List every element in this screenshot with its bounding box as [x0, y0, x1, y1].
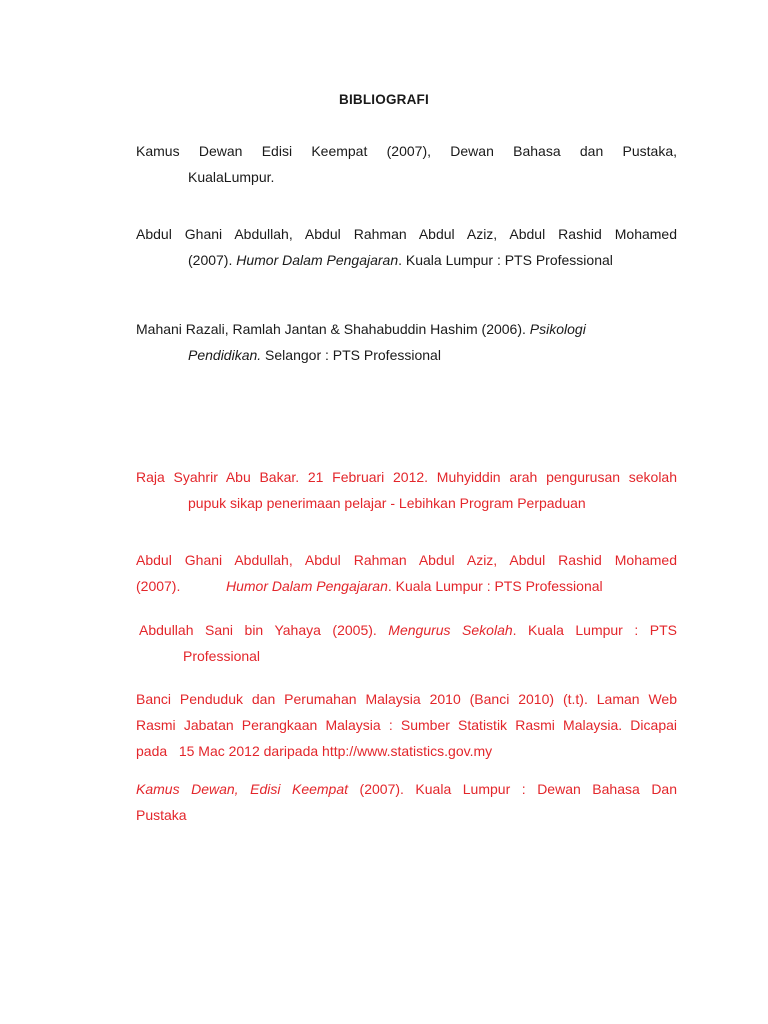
bibliography-entry [136, 776, 677, 828]
entry-line: Kamus Dewan, Edisi Keempat (2007). Kuala Lumpur : Dewan Bahasa Dan [136, 781, 677, 797]
entry-line: Rasmi Jabatan Perangkaan Malaysia : Sumber Statistik Rasmi Malaysia. Dicapai [136, 717, 677, 733]
book-title: Kamus Dewan, Edisi Keempat [136, 781, 349, 797]
bibliography-entry [136, 464, 677, 516]
entry-line: Professional [183, 648, 261, 664]
book-title: Pendidikan. [188, 347, 262, 363]
bibliography-entry [136, 138, 677, 190]
entry-line: Pendidikan. Selangor : PTS Professional [188, 347, 441, 363]
book-title: Humor Dalam Pengajaran [236, 252, 399, 268]
entry-line: Raja Syahrir Abu Bakar. 21 Februari 2012. Muhyiddin arah pengurusan sekolah [136, 469, 677, 485]
entry-line: Abdul Ghani Abdullah, Abdul Rahman Abdul Aziz, Abdul Rashid Mohamed [136, 552, 677, 568]
entry-line: Abdullah Sani bin Yahaya (2005). Mengurus Sekolah. Kuala Lumpur : PTS [139, 622, 677, 638]
book-title: Mengurus Sekolah [388, 622, 513, 638]
page-title: BIBLIOGRAFI [339, 92, 429, 107]
bibliography-entry [139, 617, 677, 669]
bibliography-entry [136, 547, 677, 599]
bibliography-entry [136, 316, 677, 368]
entry-line: (2007). Humor Dalam Pengajaran. Kuala Lumpur : PTS Professional [136, 578, 603, 594]
entry-line: Kamus Dewan Edisi Keempat (2007), Dewan Bahasa dan Pustaka, [136, 143, 677, 159]
entry-line: pada 15 Mac 2012 daripada http://www.statistics.gov.my [136, 743, 493, 759]
entry-line: pupuk sikap penerimaan pelajar - Lebihkan Program Perpaduan [188, 495, 586, 511]
entry-line: (2007). Humor Dalam Pengajaran. Kuala Lumpur : PTS Professional [188, 252, 613, 268]
entry-line: Pustaka [136, 807, 187, 823]
entry-line: Banci Penduduk dan Perumahan Malaysia 2010 (Banci 2010) (t.t). Laman Web [136, 691, 677, 707]
book-title: Psikologi [529, 321, 586, 337]
entry-line: KualaLumpur. [188, 169, 275, 185]
entry-line: Mahani Razali, Ramlah Jantan & Shahabuddin Hashim (2006). Psikologi [136, 321, 586, 337]
bibliography-entry [136, 686, 677, 764]
bibliography-entry [136, 221, 677, 273]
book-title: Humor Dalam Pengajaran [226, 578, 388, 594]
entry-line: Abdul Ghani Abdullah, Abdul Rahman Abdul Aziz, Abdul Rashid Mohamed [136, 226, 677, 242]
